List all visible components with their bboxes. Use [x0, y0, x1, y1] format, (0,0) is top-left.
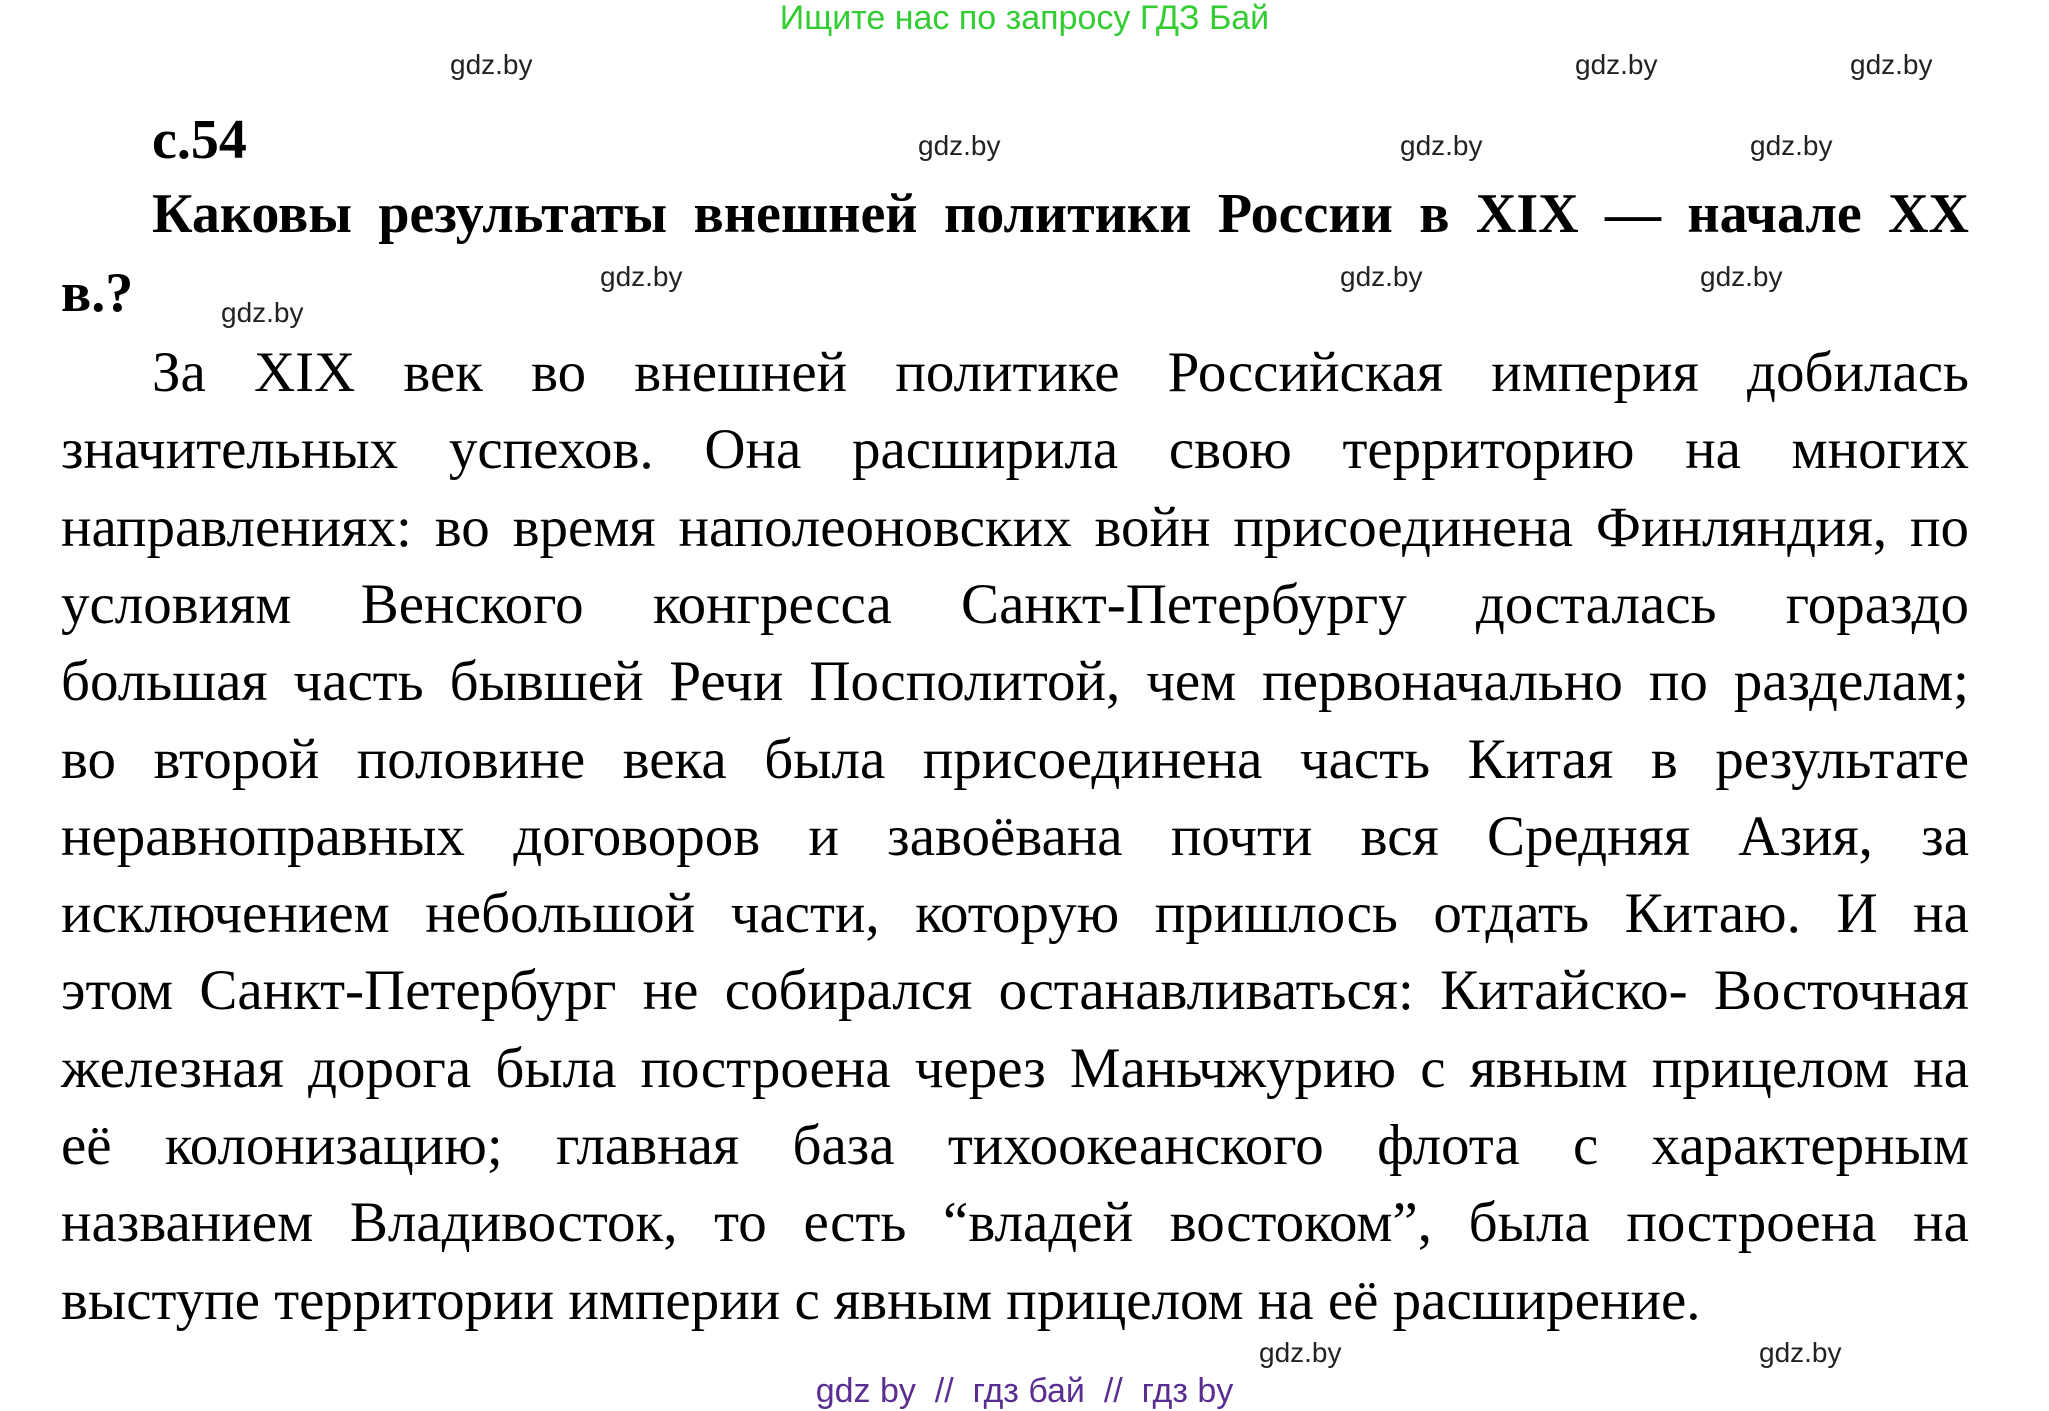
text-line: условиям Венского конгресса Санкт-Петербургу досталась гораздо	[61, 572, 1969, 636]
text-line: этом Санкт-Петербург не собирался останавливаться: Китайско- Восточная	[61, 959, 1969, 1023]
gdz-watermark: gdz.by	[918, 130, 1001, 161]
gdz-watermark: gdz.by	[1700, 261, 1783, 292]
gdz-watermark: gdz.by	[600, 261, 683, 292]
gdz-watermark: gdz.by	[1850, 49, 1933, 80]
text-line: большая часть бывшей Речи Посполитой, чем первоначально по разделам;	[61, 650, 1969, 714]
gdz-watermark: gdz.by	[1759, 1337, 1842, 1368]
top-banner: Ищите нас по запросу ГДЗ Бай	[779, 0, 1270, 37]
question-heading-line-2: в.?	[61, 262, 134, 324]
text-line: выступе территории империи с явным прицелом на её расширение.	[61, 1268, 1701, 1332]
text-line: значительных успехов. Она расширила свою территорию на многих	[61, 418, 1969, 482]
text-line: исключением небольшой части, которую пришлось отдать Китаю. И на	[61, 882, 1969, 946]
gdz-watermark: gdz.by	[450, 49, 533, 80]
gdz-watermark: gdz.by	[221, 297, 304, 328]
text-line: За XIX век во внешней политике Российская империя добилась	[152, 341, 1969, 404]
question-heading-line-1: Каковы результаты внешней политики России в XIX — начале XX	[152, 183, 1969, 245]
footer-watermark: gdz by // гдз бай // гдз by	[815, 1372, 1234, 1410]
gdz-watermark: gdz.by	[1575, 49, 1658, 80]
gdz-watermark: gdz.by	[1340, 261, 1423, 292]
text-line: во второй половине века была присоединена часть Китая в результате	[61, 727, 1969, 791]
text-line: её колонизацию; главная база тихоокеанского флота с характерным	[61, 1114, 1969, 1177]
page-label: с.54	[152, 109, 247, 171]
text-line: направлениях: во время наполеоновских войн присоединена Финляндия, по	[61, 495, 1969, 559]
text-line: неравноправных договоров и завоёвана почти вся Средняя Азия, за	[61, 804, 1969, 868]
gdz-watermark: gdz.by	[1750, 130, 1833, 161]
text-line: железная дорога была построена через Маньчжурию с явным прицелом на	[61, 1036, 1969, 1100]
gdz-watermark: gdz.by	[1400, 130, 1483, 161]
text-line: названием Владивосток, то есть “владей востоком”, была построена на	[61, 1191, 1969, 1255]
gdz-watermark: gdz.by	[1259, 1337, 1342, 1368]
